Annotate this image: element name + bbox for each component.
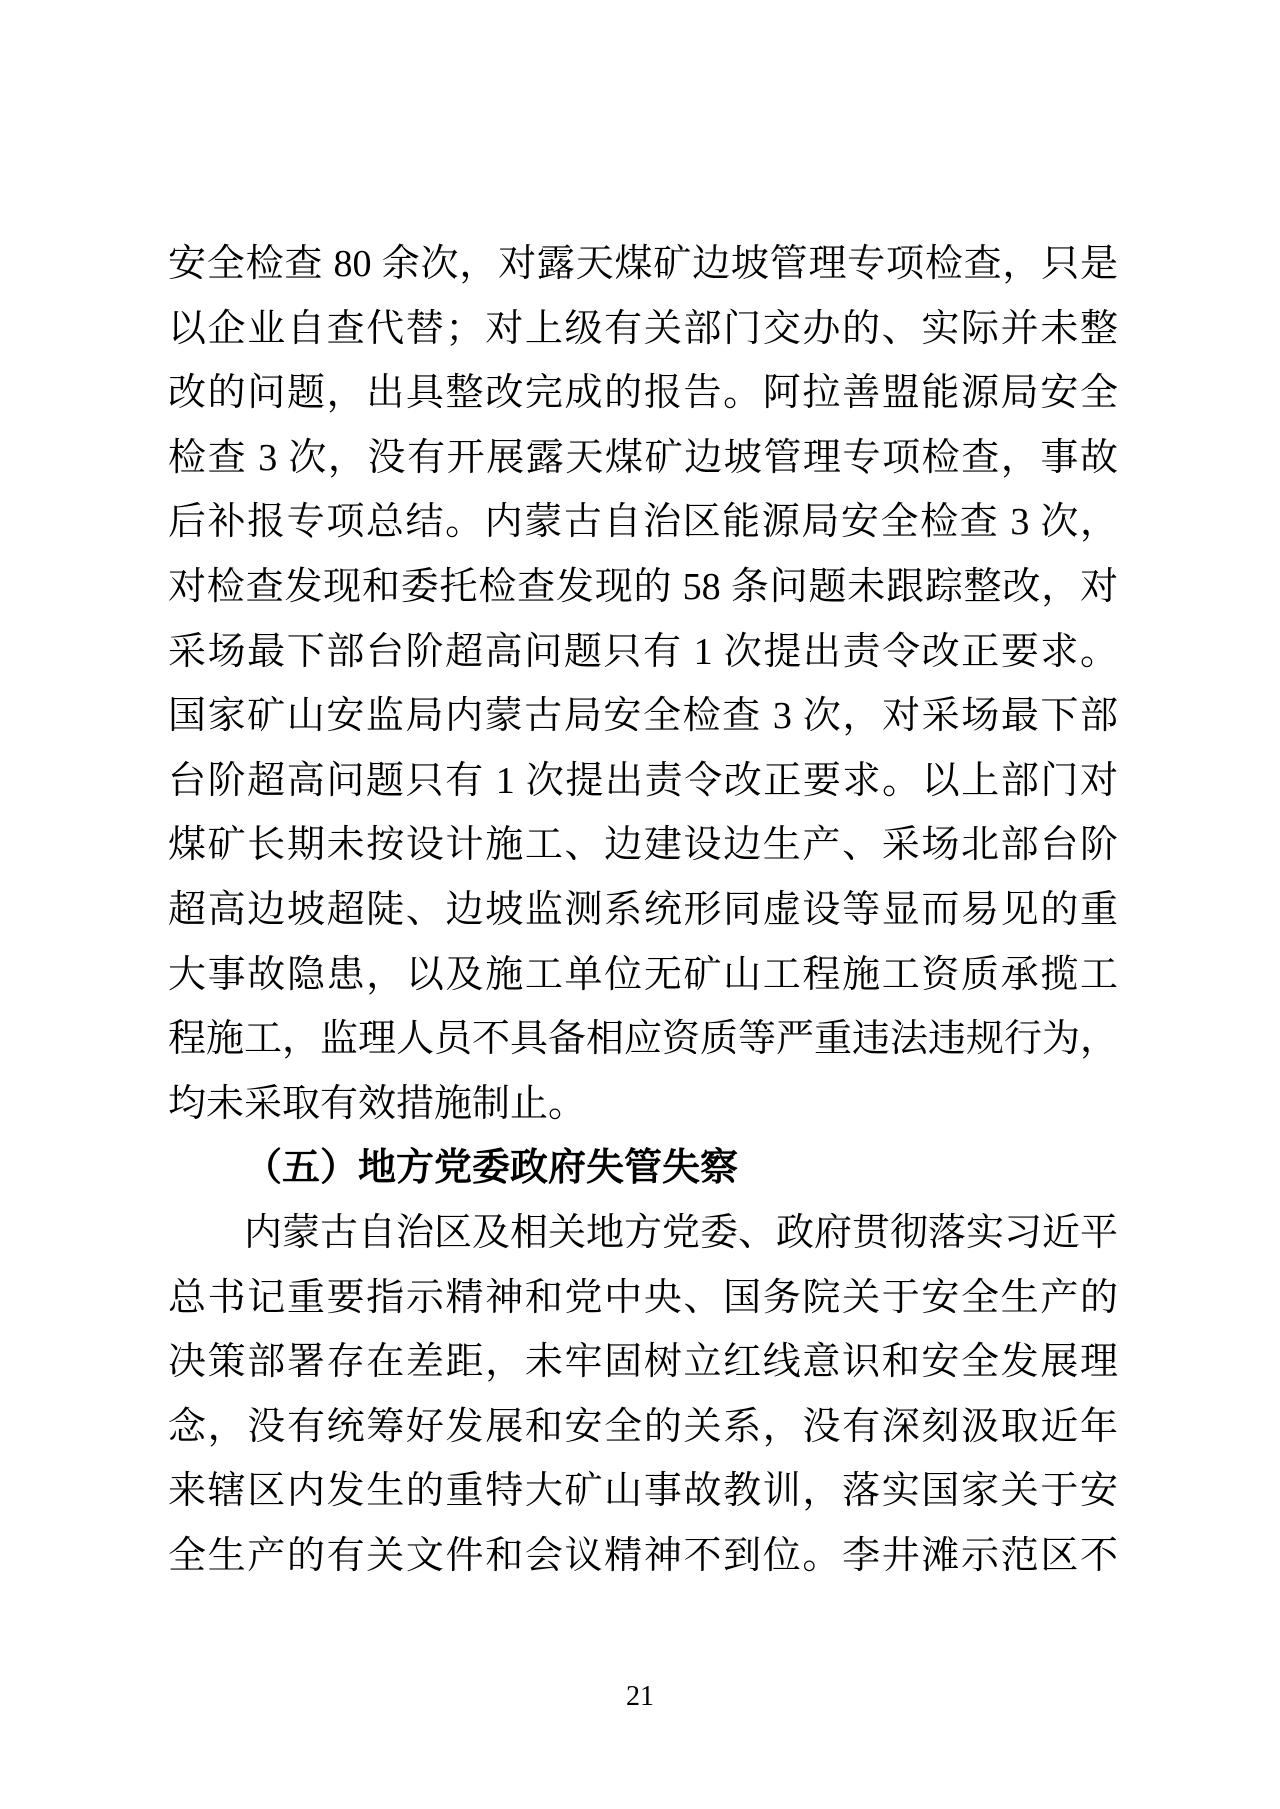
- page-number: 21: [626, 1681, 654, 1712]
- text-line: 均未采取有效措施制止。: [168, 1082, 587, 1125]
- text-line: 以企业自查代替；对上级有关部门交办的、实际并未整: [168, 307, 1118, 350]
- text-line: 内蒙古自治区及相关地方党委、政府贯彻落实习近平: [244, 1211, 1119, 1254]
- text-line: 超高边坡超陡、边坡监测系统形同虚设等显而易见的重: [168, 888, 1118, 931]
- text-line: 大事故隐患，以及施工单位无矿山工程施工资质承揽工: [168, 953, 1118, 996]
- text-line: 台阶超高问题只有 1 次提出责令改正要求。以上部门对: [168, 759, 1118, 802]
- text-line: 采场最下部台阶超高问题只有 1 次提出责令改正要求。: [168, 630, 1118, 673]
- text-line: 全生产的有关文件和会议精神不到位。李井滩示范区不: [168, 1534, 1118, 1577]
- text-line: 对检查发现和委托检查发现的 58 条问题未跟踪整改，对: [168, 565, 1118, 608]
- text-line: 国家矿山安监局内蒙古局安全检查 3 次，对采场最下部: [168, 695, 1118, 738]
- text-line: 后补报专项总结。内蒙古自治区能源局安全检查 3 次，: [168, 501, 1118, 544]
- text-line: 总书记重要指示精神和党中央、国务院关于安全生产的: [168, 1276, 1118, 1319]
- body-text: [168, 232, 1118, 1588]
- text-line: 决策部署存在差距，未牢固树立红线意识和安全发展理: [168, 1341, 1118, 1384]
- text-line: 来辖区内发生的重特大矿山事故教训，落实国家关于安: [168, 1470, 1118, 1513]
- text-line: 检查 3 次，没有开展露天煤矿边坡管理专项检查，事故: [168, 436, 1118, 479]
- text-line: 安全检查 80 余次，对露天煤矿边坡管理专项检查，只是: [168, 243, 1118, 285]
- text-line: 改的问题，出具整改完成的报告。阿拉善盟能源局安全: [168, 372, 1118, 415]
- text-line: 念，没有统筹好发展和安全的关系，没有深刻汲取近年: [168, 1405, 1118, 1448]
- text-line: 程施工，监理人员不具备相应资质等严重违法违规行为，: [168, 1018, 1119, 1061]
- section-heading: （五）地方党委政府失管失察: [244, 1147, 739, 1190]
- text-line: 煤矿长期未按设计施工、边建设边生产、采场北部台阶: [168, 824, 1118, 867]
